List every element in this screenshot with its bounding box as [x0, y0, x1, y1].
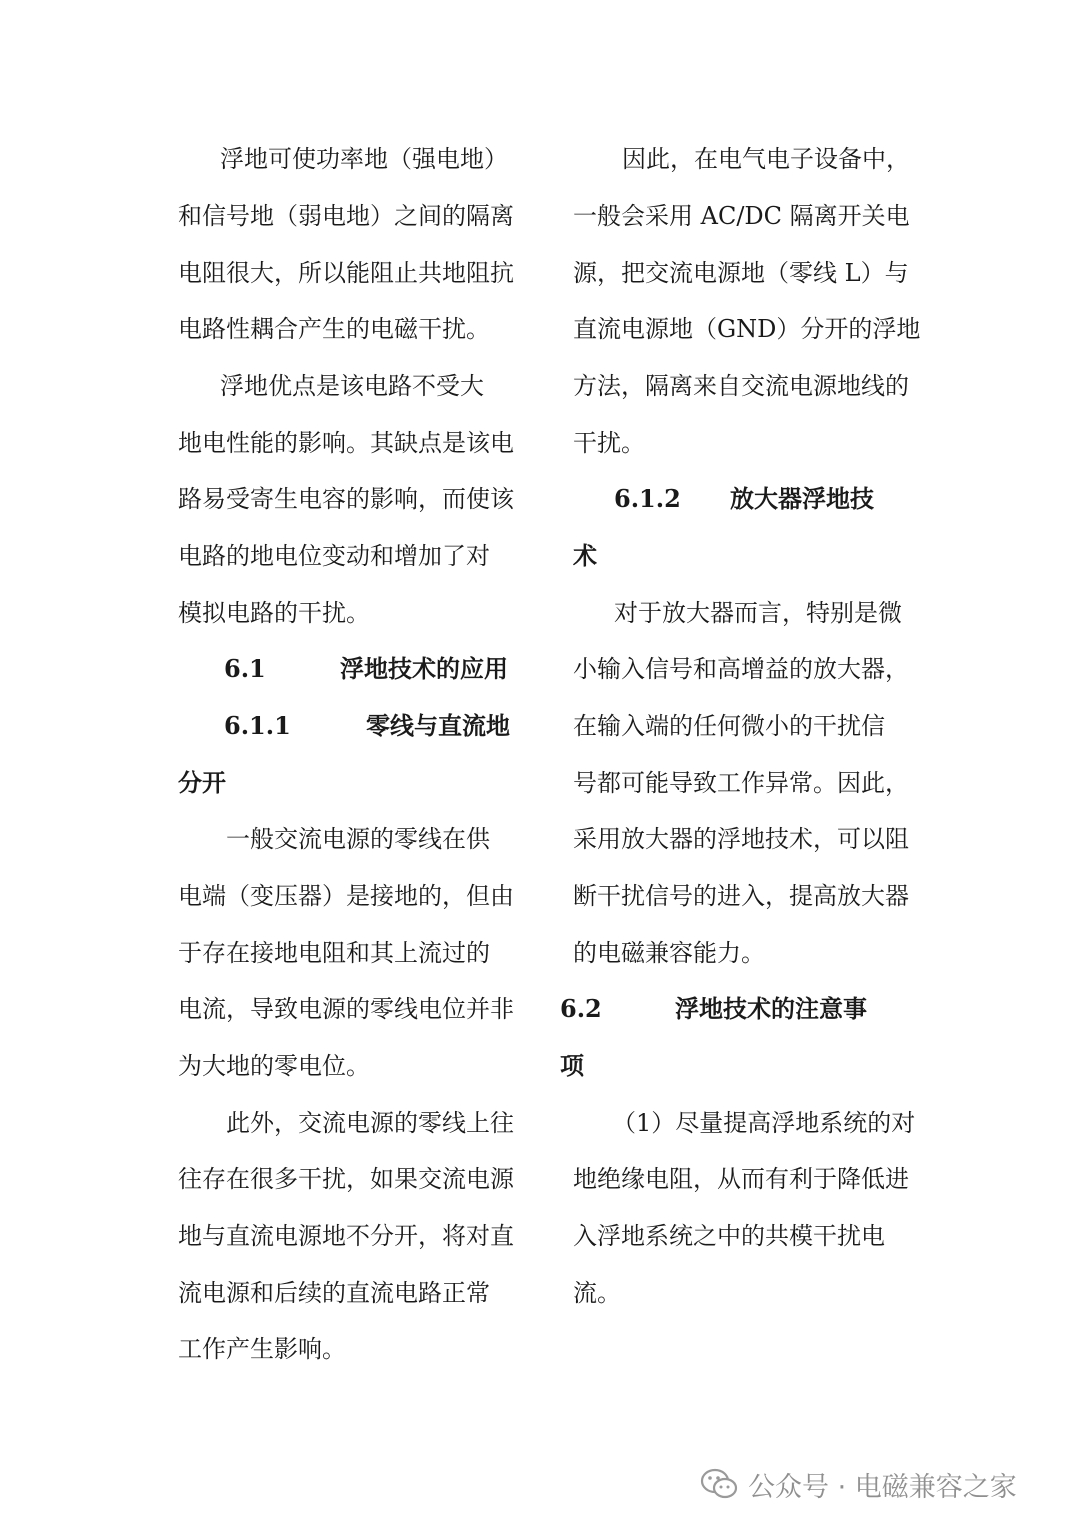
section-heading: 浮地技术的注意事	[675, 994, 867, 1023]
paragraph-line: 断干扰信号的进入，提高放大器	[573, 882, 909, 910]
paragraph-line: 入浮地系统之中的共模干扰电	[573, 1222, 885, 1250]
paragraph-line: 电路的地电位变动和增加了对	[178, 542, 490, 570]
paragraph-line: 工作产生影响。	[178, 1335, 346, 1363]
paragraph-line: 方法，隔离来自交流电源地线的	[573, 372, 909, 400]
paragraph-line: 流电源和后续的直流电路正常	[178, 1279, 490, 1307]
paragraph-line: 干扰。	[573, 429, 645, 457]
subsection-number: 6.1.1	[224, 711, 291, 740]
paragraph-line: 在输入端的任何微小的干扰信	[573, 712, 885, 740]
watermark-text: 公众号 · 电磁兼容之家	[748, 1471, 1017, 1503]
paragraph-line: 和信号地（弱电地）之间的隔离	[178, 202, 514, 230]
paragraph-line: 浮地可使功率地（强电地）	[220, 145, 508, 173]
subsection-heading-continued: 术	[573, 541, 597, 570]
paragraph-line: 浮地优点是该电路不受大	[220, 372, 484, 400]
section-heading: 浮地技术的应用	[340, 654, 508, 683]
paragraph-line: （1）尽量提高浮地系统的对	[612, 1109, 916, 1137]
paragraph-line: 为大地的零电位。	[178, 1052, 370, 1080]
paragraph-line: 电端（变压器）是接地的，但由	[178, 882, 514, 910]
paragraph-line: 模拟电路的干扰。	[178, 599, 370, 627]
paragraph-line: 地绝缘电阻，从而有利于降低进	[573, 1165, 909, 1193]
paragraph-line: 流。	[573, 1279, 621, 1307]
paragraph-line: 于存在接地电阻和其上流过的	[178, 939, 490, 967]
section-heading-continued: 项	[560, 1051, 584, 1080]
subsection-heading: 放大器浮地技	[730, 484, 874, 513]
paragraph-line: 因此，在电气电子设备中，	[622, 145, 910, 173]
paragraph-line: 对于放大器而言，特别是微	[614, 599, 902, 627]
paragraph-line: 电流，导致电源的零线电位并非	[178, 995, 514, 1023]
paragraph-line: 路易受寄生电容的影响，而使该	[178, 485, 514, 513]
paragraph-line: 一般交流电源的零线在供	[226, 825, 490, 853]
paragraph-line: 往存在很多干扰，如果交流电源	[178, 1165, 514, 1193]
paragraph-line: 采用放大器的浮地技术，可以阻	[573, 825, 909, 853]
wechat-watermark	[700, 1462, 1017, 1506]
paragraph-line: 源，把交流电源地（零线 L）与	[573, 259, 909, 287]
paragraph-line: 直流电源地（GND）分开的浮地	[573, 315, 921, 343]
wechat-icon	[700, 1467, 738, 1501]
paragraph-line: 此外，交流电源的零线上往	[226, 1109, 514, 1137]
paragraph-line: 电路性耦合产生的电磁干扰。	[178, 315, 490, 343]
paragraph-line: 地与直流电源地不分开，将对直	[178, 1222, 514, 1250]
paragraph-line: 小输入信号和高增益的放大器，	[573, 655, 909, 683]
paragraph-line: 一般会采用 AC/DC 隔离开关电	[573, 202, 910, 230]
paragraph-line: 号都可能导致工作异常。因此，	[573, 769, 909, 797]
subsection-heading-continued: 分开	[178, 768, 226, 797]
paragraph-line: 电阻很大，所以能阻止共地阻抗	[178, 259, 514, 287]
subsection-number: 6.1.2	[614, 484, 681, 513]
paragraph-line: 地电性能的影响。其缺点是该电	[178, 429, 514, 457]
subsection-heading: 零线与直流地	[366, 711, 510, 740]
section-number: 6.1	[224, 654, 266, 683]
section-number: 6.2	[560, 994, 602, 1023]
paragraph-line: 的电磁兼容能力。	[573, 939, 765, 967]
